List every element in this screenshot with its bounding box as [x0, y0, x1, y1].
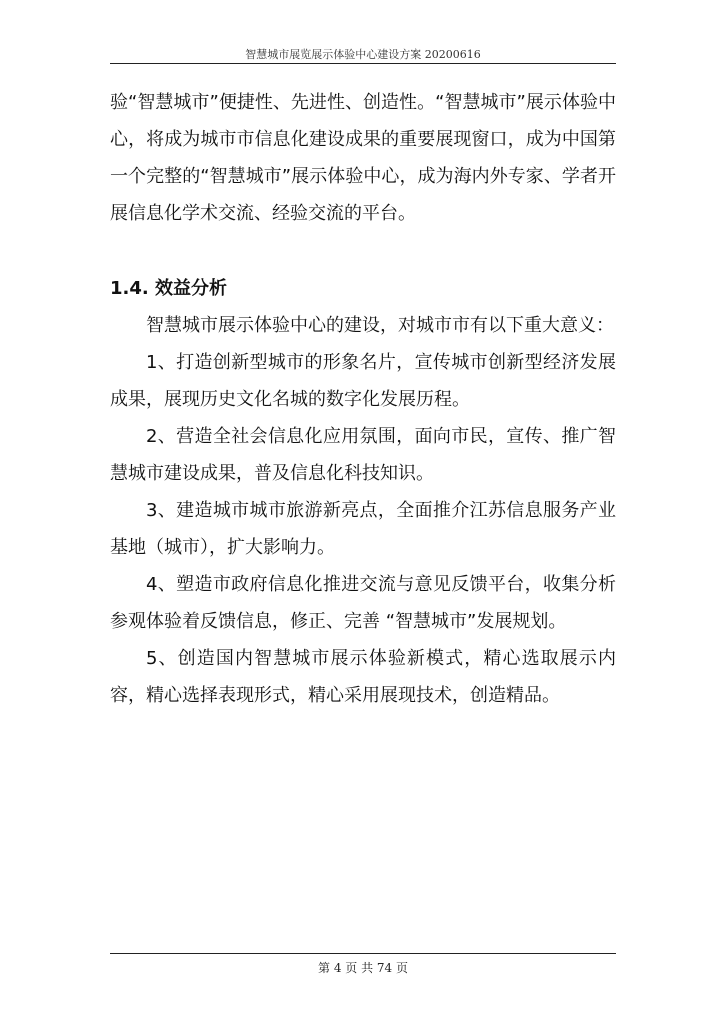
section-heading: 1.4. 效益分析 — [110, 278, 227, 299]
benefit-item-5: 5、创造国内智慧城市展示体验新模式，精心选取展示内容，精心选择表现形式，精心采用展现技术，创造精品。 — [110, 648, 616, 706]
header-divider — [110, 63, 616, 64]
benefit-item-4: 4、塑造市政府信息化推进交流与意见反馈平台，收集分析参观体验着反馈信息，修正、完善 “智慧城市”发展规划。 — [110, 574, 616, 632]
page-number: 第 4 页 共 74 页 — [318, 961, 408, 975]
footer-divider — [110, 953, 616, 954]
intro-paragraph: 验“智慧城市”便捷性、先进性、创造性。“智慧城市”展示体验中心，将成为城市市信息化建设成果的重要展现窗口，成为中国第一个完整的“智慧城市”展示体验中心，成为海内外专家、学者开展信息化学术交流、经验交流的平台。 — [110, 92, 616, 224]
benefit-item-1: 1、打造创新型城市的形象名片，宣传城市创新型经济发展成果，展现历史文化名城的数字化发展历程。 — [110, 352, 616, 410]
document-body — [110, 84, 616, 714]
section-lead-paragraph: 智慧城市展示体验中心的建设，对城市市有以下重大意义： — [146, 315, 614, 336]
running-header: 智慧城市展览展示体验中心建设方案 20200616 — [245, 48, 481, 61]
benefit-item-2: 2、营造全社会信息化应用氛围，面向市民，宣传、推广智慧城市建设成果，普及信息化科技知识。 — [110, 426, 616, 484]
benefit-item-3: 3、建造城市城市旅游新亮点，全面推介江苏信息服务产业基地（城市），扩大影响力。 — [110, 500, 616, 558]
